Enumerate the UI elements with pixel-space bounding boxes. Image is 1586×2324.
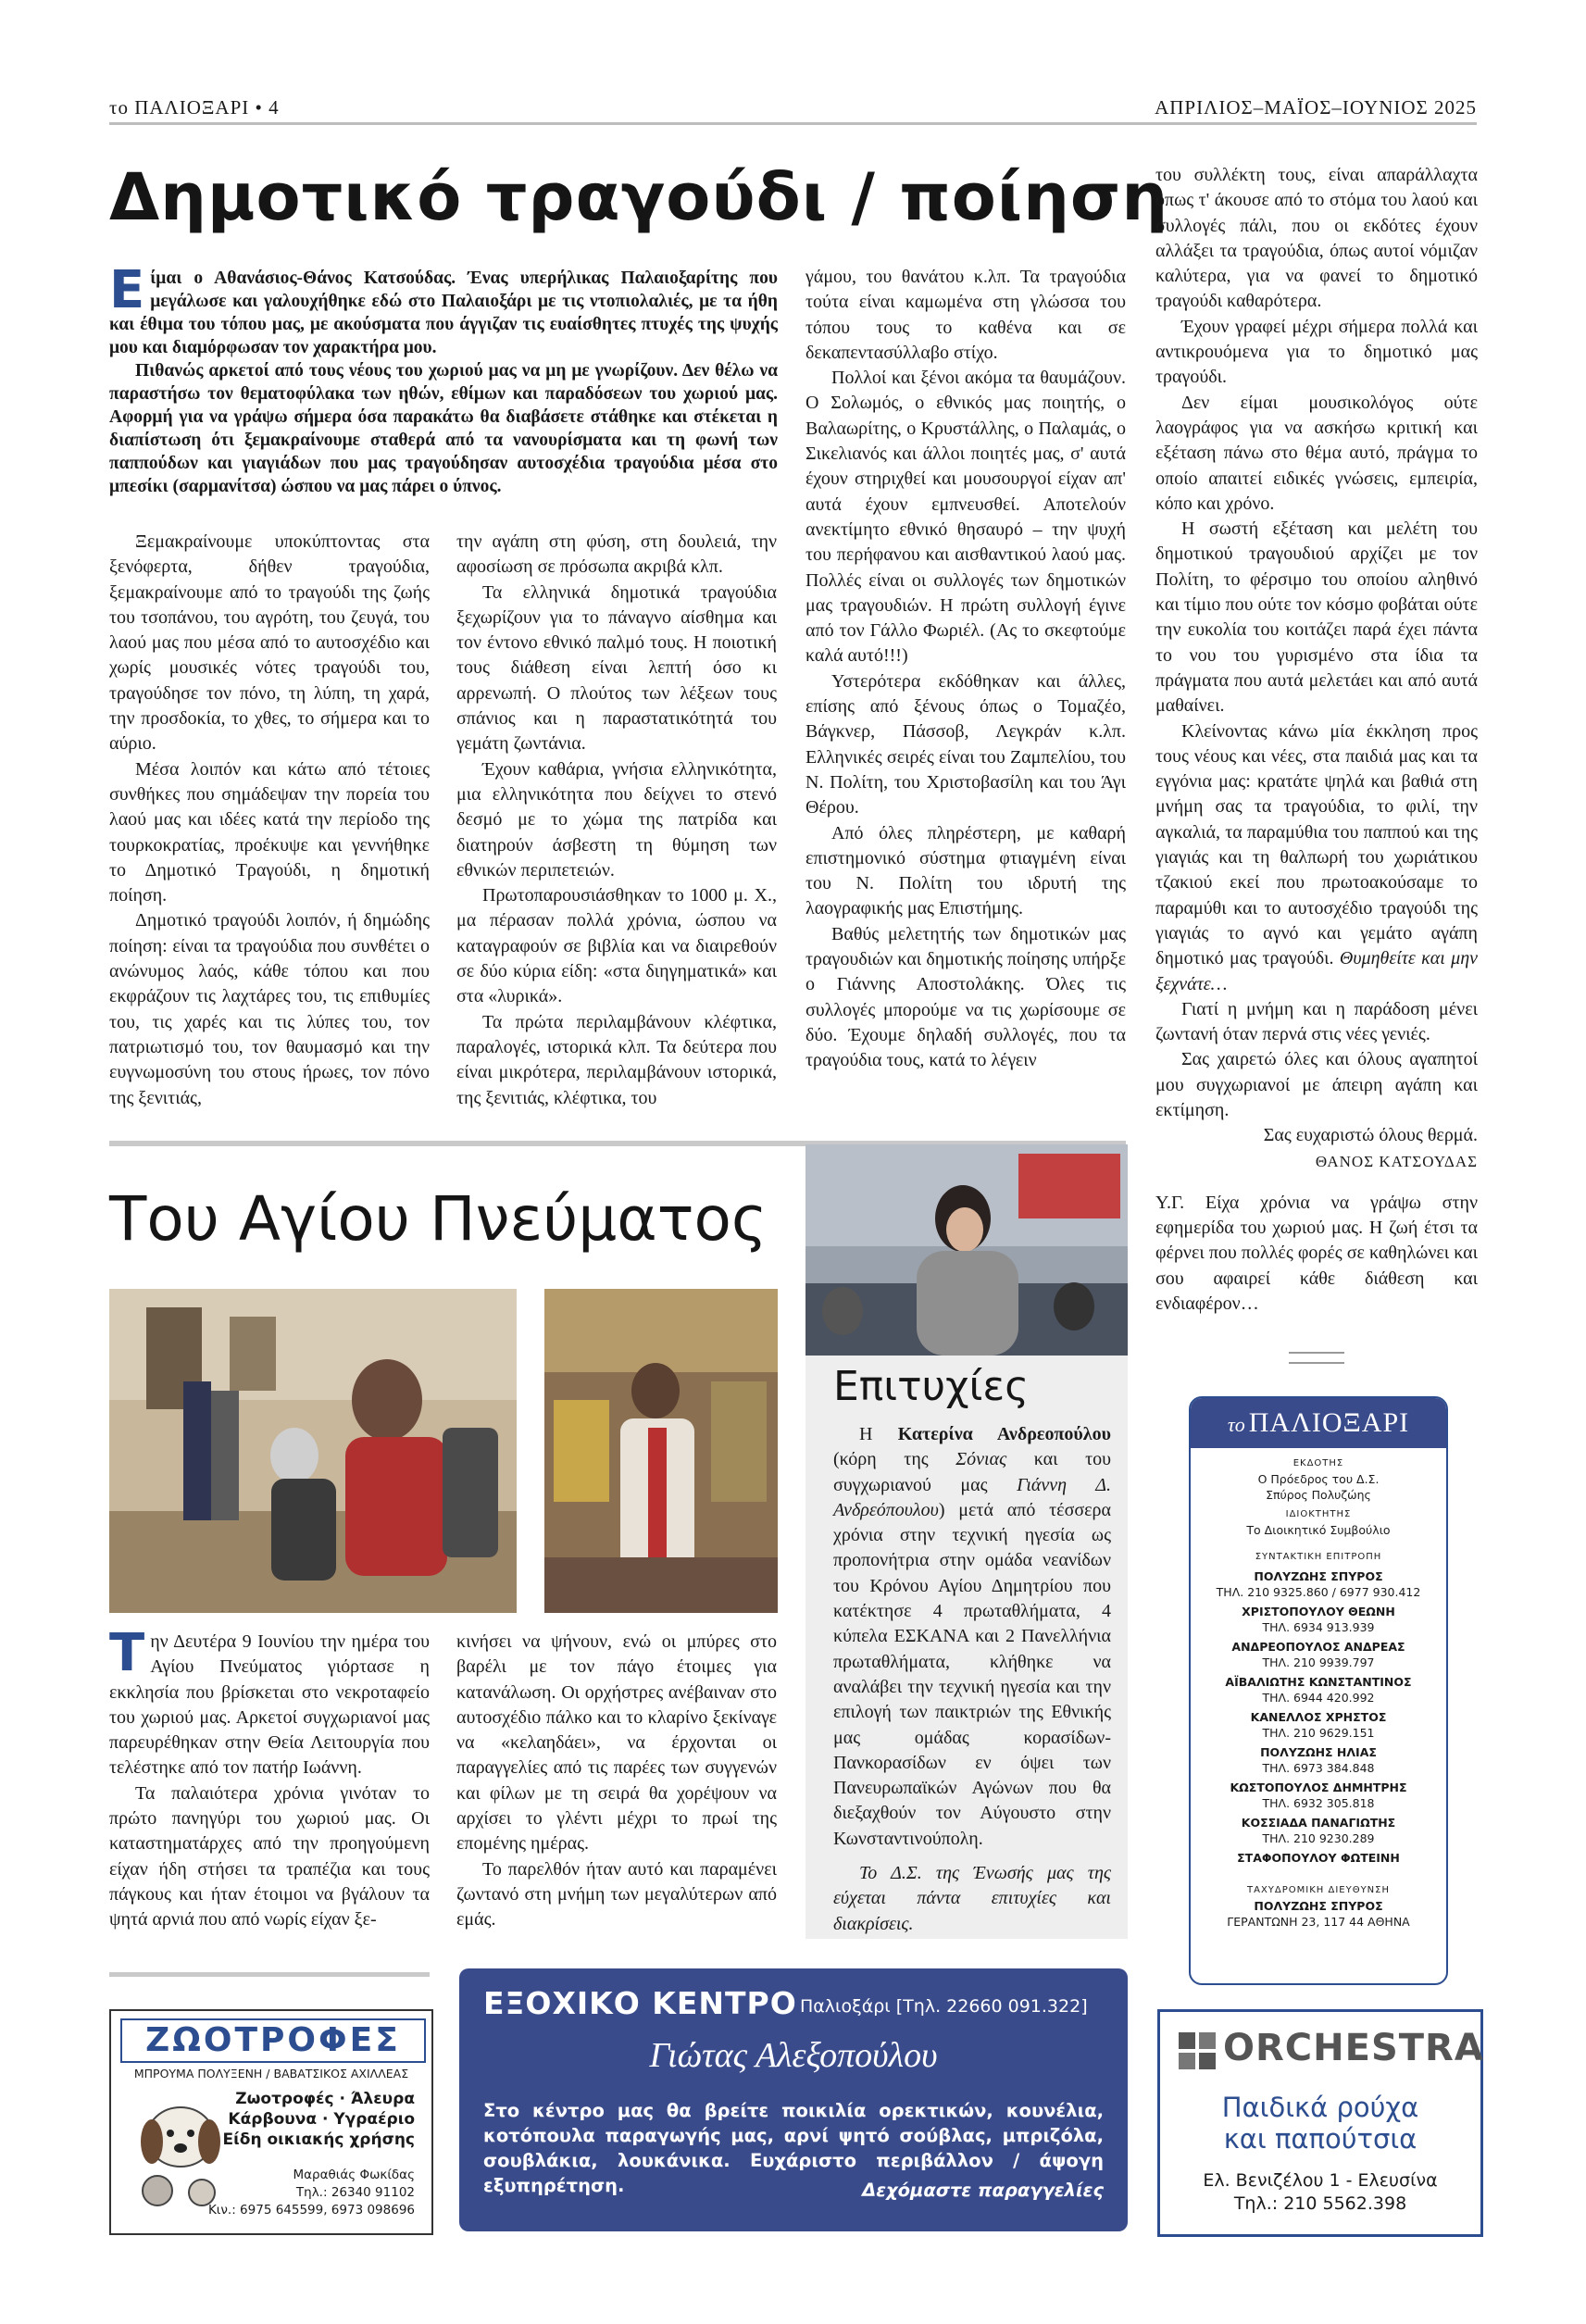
- article1-column-4: του συλλέκτη τους, είναι απαράλλαχτα όπως τ' άκουσε από το στόμα του λαού και συλλογές πάλι, που οι εκδότες έχουν αλλάξει τα τραγούδια, όπως αυτοί νόμιζαν καλύτερα, για να φανεί το δημοτικό τραγούδι καθαρότερα. Έχουν γραφεί μέχρι σήμερα πολλά και αντικρουόμενα για το δημοτικό μας τραγούδι. Δεν είμαι μουσικολόγος ούτε λαογράφος για να ασκήσω κριτική και εξέταση πάνω στο θέμα αυτό, πράγμα το οποίο απαιτεί ειδικές γνώσεις, εμπειρία, κόπο και χρόνο. Η σωστή εξέταση και μελέτη του δημοτικού τραγουδιού αρχίζει με τον Πολίτη, το φέρσιμο του οποίου αληθινό και τίμιο που ούτε τον κόσμο φοβάται ούτε την ευκολία του κοιτάζει παρά έχει πάντα το νου του γυρισμένο στα ίδια τα πράγματα που αυτά μελετάει και από αυτά μαθαίνει. Κλείνοντας κάνω μία έκκληση προς τους νέους και νέες, στα παιδιά μας και τα εγγόνια μας: κρατάτε ψηλά και βαθιά στη μνήμη σας τα τραγούδια, το φιλί, την αγκαλιά, τα παραμύθια του παππού και της γιαγιάς και τη θαλπωρή του χωριάτικου τζακιού εκεί που πρωτοακούσαμε το παραμύθι και το αυτοσχέδιο τραγούδι της γιαγιάς το αγνό και γεμάτο αγάπη δημοτικό μας τραγούδι. Θυμηθείτε και μην ξεχνάτε… Γιατί η μνήμη και η παράδοση μένει ζωντανή όταν περνά στις νέες γενιές. Σας χαιρετώ όλες και όλους αγαπητοί μου συγχωριανοί με άπειρη αγάπη και εκτίμηση. Σας ευχαριστώ όλους θερμά. ΘΑΝΟΣ ΚΑΤΣΟΥΔΑΣ Υ.Γ. Είχα χρόνια να γράψω στην εφημερίδα του χωριού μας. Η ζωή έτσι τα φέρνει που πολλές φορές σε καθηλώνει και σου αφαιρεί κάθε διάθεση και ενδιαφέρον…: [1155, 163, 1478, 1317]
- article-title-agiou-pnevmatos: Του Αγίου Πνεύματος: [109, 1183, 768, 1255]
- postscript: Υ.Γ. Είχα χρόνια να γράψω στην εφημερίδα του χωριού μας. Η ζωή έτσι τα φέρνει που πολλές φορές σε καθηλώνει και σου αφαιρεί κάθε διάθεση και ενδιαφέρον…: [1155, 1192, 1478, 1315]
- coach-photo: [805, 1144, 1128, 1356]
- article-intro: Είμαι ο Αθανάσιος-Θάνος Κατσούδας. Ένας υπερήλικας Παλαιοξαρίτης που μεγάλωσε και γαλουχήθηκε εδώ στο Παλαιοξάρι με τις ντοπιολαλιές, με τα ήθη και έθιμα του τόπου μας, με ακούσματα που άγγιζαν τις ευαίσθητες πτυχές της ψυχής μου και διαμόρφωσαν τον χαρακτήρα μου. Πιθανώς αρκετοί από τους νέους του χωριού μας να μη με γνωρίζουν. Δεν θέλω να παραστήσω τον θεματοφύλακα των ηθών, εθίμων και παραδόσεων του χωριού μας. Αφορμή για να γράψω σήμερα όσα παρακάτω θα διαβάσετε στάθηκε και στέκεται η διαπίστωση ότι ξεμακραίνουμε σταθερά από τα νανουρίσματα και τη φωνή των παππούδων και γιαγιάδων που μας τραγούδησαν αυτοσχέδια τραγούδια μέσα στο μπεσίκι (σαρμανίτσα) ώσπου να μας πάρει ο ύπνος.: [109, 260, 778, 496]
- ad-exoxiko-phone: Παλιοξάρι [Τηλ. 22660 091.322]: [800, 1996, 1088, 2017]
- divider-ornament: [1289, 1352, 1344, 1364]
- ad-zootrofes-owners: ΜΠΡΟΥΜΑ ΠΟΛΥΞΕΝΗ / ΒΑΒΑΤΣΙΚΟΣ ΑΧΙΛΛΕΑΣ: [133, 2067, 409, 2080]
- bottom-rule-left: [109, 1972, 430, 1977]
- ad-exoxiko-orders: Δεχόμαστε παραγγελίες: [862, 2180, 1104, 2201]
- masthead-title: το ΠΑΛΙΟΞΑΡΙ: [1191, 1398, 1446, 1448]
- drop-cap: Ε: [109, 260, 145, 320]
- article2-column-1: Την Δευτέρα 9 Ιουνίου την ημέρα του Αγίου Πνεύματος γιόρτασε η εκκλησία που βρίσκεται στο νεκροταφείο του χωριού μας. Αρκετοί συγχωριανοί μας παρευρέθηκαν στην Θεία Λειτουργία που τελέστηκε από τον πατήρ Ιωάννη. Τα παλαιότερα χρόνια γινόταν το πρώτο πανηγύρι του χωριού μας. Οι καταστηματάρχες από την προηγούμενη είχαν ήδη στήσει τα τραπέζια και τους πάγκους και ήταν έτοιμοι να βγάλουν τα ψητά αρνιά που από νωρίς είχαν ξε-: [109, 1623, 430, 1930]
- orchestra-logo-icon: [1179, 2032, 1216, 2069]
- article1-column-3: γάμου, του θανάτου κ.λπ. Τα τραγούδια τούτα είναι καμωμένα στη γλώσσα του τόπου τους το καθένα και σε δεκαπεντασύλλαβο στίχο. Πολλοί και ξένοι ακόμα τα θαυμάζουν. Ο Σολωμός, ο εθνικός μας ποιητής, ο Βαλαωρίτης, ο Κρυστάλλης, ο Παλαμάς, ο Σικελιανός και άλλοι ποιητές μας, σ' αυτά έχουν στηριχθεί και μουσουργοί είχαν απ' αυτά έχουν εμπνευσθεί. Αποτελούν ανεκτίμητο εθνικό θησαυρό – την ψυχή του περήφανου και αισθαντικού λαού μας. Πολλές είναι οι συλλογές των δημοτικών μας τραγουδιών. Η πρώτη συλλογή έγινε από τον Γάλλο Φωριέλ. (Ας το σκεφτούμε καλά αυτό!!!) Υστερότερα εκδόθηκαν και άλλες, επίσης από ξένους όπως ο Τομαζέο, Βάγκνερ, Πάσσοβ, Λεγκράν κ.λπ. Ελληνικές σειρές είναι του Ζαμπελίου, του Ν. Πολίτη, του Χριστοβασίλη και του Άγι Θέρου. Από όλες πληρέστερη, με καθαρή επιστημονικό σύστημα φτιαγμένη είναι του Ν. Πολίτη του ιδρυτή της λαογραφικής μας Επιστήμης. Βαθύς μελετητής των δημοτικών μας τραγουδιών και δημοτικής ποίησης υπήρξε ο Γιάννης Αποστολάκης. Όλες τις συλλογές μπορούμε να τις χωρίσουμε σε δύο. Έχουμε δηλαδή συλλογές, που τα τραγούδια τους, κατά το λέγειν: [805, 267, 1126, 1071]
- page-header-left: το ΠΑΛΙΟΞΑΡΙ • 4: [109, 96, 280, 119]
- page-header-date: ΑΠΡΙΛΙΟΣ–ΜΑΪΟΣ–ΙΟΥΝΙΟΣ 2025: [1155, 96, 1477, 119]
- ad-exoxiko-title: ΕΞΟΧΙΚΟ ΚΕΝΤΡΟ: [483, 1985, 797, 2021]
- church-interior-photo: [109, 1289, 517, 1613]
- author-signature: ΘΑΝΟΣ ΚΑΤΣΟΥΔΑΣ: [1315, 1152, 1478, 1170]
- article2-column-2: κινήσει να ψήνουν, ενώ οι μπύρες στο βαρέλι με τον πάγο έτοιμες για κατανάλωση. Οι ορχήστρες ανέβαιναν στο αυτοσχέδιο πάλκο και το κλαρίνο ξεκίναγε να «κελαηδάει», να έρχονται οι παραγγελίες από τις παρέες των συγγενών και φίλων με τη σειρά θα χορέψουν να αρχίσει το γλέντι μέχρι το πρωί της επομένης ημέρας. Το παρελθόν ήταν αυτό και παραμένει ζωντανό στη μνήμη των μεγαλύτερων από εμάς.: [456, 1631, 777, 1930]
- achievements-title: Επιτυχίες: [833, 1363, 1030, 1410]
- ad-zootrofes: [109, 2009, 433, 2235]
- masthead-details: ΕΚΔΟΤΗΣ Ο Πρόεδρος του Δ.Σ. Σπύρος Πολυζώης ΙΔΙΟΚΤΗΤΗΣ Το Διοικητικό Συμβούλιο ΣΥΝΤΑΚΤΙΚΗ ΕΠΙΤΡΟΠΗ ΠΟΛΥΖΩΗΣ ΣΠΥΡΟΣ ΤΗΛ. 210 9325.860 / 6977 930.412 ΧΡΙΣΤΟΠΟΥΛΟΥ ΘΕΩΝΗ ΤΗΛ. 6934 913.939 ΑΝΔΡΕΟΠΟΥΛΟΣ ΑΝΔΡΕΑΣ ΤΗΛ. 210 9939.797 ΑΪΒΑΛΙΩΤΗΣ ΚΩΝΣΤΑΝΤΙΝΟΣ ΤΗΛ. 6944 420.992 ΚΑΝΕΛΛΟΣ ΧΡΗΣΤΟΣ ΤΗΛ. 210 9629.151 ΠΟΛΥΖΩΗΣ ΗΛΙΑΣ ΤΗΛ. 6973 384.848 ΚΩΣΤΟΠΟΥΛΟΣ ΔΗΜΗΤΡΗΣ ΤΗΛ. 6932 305.818 ΚΟΣΣΙΑΔΑ ΠΑΝΑΓΙΩΤΗΣ ΤΗΛ. 210 9230.289 ΣΤΑΦΟΠΟΥΛΟΥ ΦΩΤΕΙΝΗ ΤΑΧΥΔΡΟΜΙΚΗ ΔΙΕΥΘΥΝΣΗ ΠΟΛΥΖΩΗΣ ΣΠΥΡΟΣ ΓΕΡΑΝΤΩΝΗ 23, 117 44 ΑΘΗΝΑ: [1216, 1458, 1421, 1929]
- orchestra-brand: ORCHESTRA: [1223, 2027, 1484, 2069]
- ad-zootrofes-title: ΖΩΟΤΡΟΦΕΣ: [120, 2018, 426, 2063]
- ad-exoxiko-text: Στο κέντρο μας θα βρείτε ποικιλία ορεκτικών, κουνέλια, κοτόπουλα παραγωγής μας, αρνί ψητό σούβλας, μπριζόλα, σουβλάκια, λουκάνικα. Ευχάριστο περιβάλλον / άψογη εξυπηρέτηση.: [483, 2100, 1104, 2196]
- priest-icon-photo: [544, 1289, 778, 1613]
- closing-line: Σας ευχαριστώ όλους θερμά.: [1263, 1125, 1478, 1146]
- achievements-text: Η Κατερίνα Ανδρεοπούλου (κόρη της Σόνιας και του συγχωριανού μας Γιάννη Δ. Ανδρεόπουλου) μετά από τέσσερα χρόνια στην τεχνική ηγεσία ως προπονήτρια στην ομάδα νεανίδων του Κρόνου Αγίου Δημητρίου που κατέκτησε 4 πρωταθλήματα, 4 κύπελα ΕΣΚΑΝΑ και 2 Πανελλήνια πρωταθλήματα, κλήθηκε να αναλάβει την τεχνική ηγεσία και την επιλογή των παικτριών της Εθνικής μας ομάδας κορασίδων-Πανκορασίδων εν όψει των Πανευρωπαϊκών Αγώνων που θα διεξαχθούν τον Αύγουστο στην Κωνσταντινούπολη. Το Δ.Σ. της Ένωσής μας της εύχεται πάντα επιτυχίες και διακρίσεις.: [833, 1424, 1112, 1934]
- achievements-box: [805, 1144, 1128, 1939]
- ad-exoxiko-kentro: [459, 1968, 1128, 2231]
- article1-column-2: την αγάπη στη φύση, στη δουλειά, την αφοσίωση σε πρόσωπα ακριβά κλπ. Τα ελληνικά δημοτικά τραγούδια ξεχωρίζουν για το πάναγνο αίσθημα και τον έντονο εθνικό παλμό τους. Η ποιοτική τους διάθεση είναι λεπτή όσο κι αρρενωπή. Ο πλούτος των λέξεων τους σπάνιος και η παραστατικότητά του γεμάτη ζωντάνια. Έχουν καθάρια, γνήσια ελληνικότητα, μια ελληνικότητα που δείχνει το στενό δεσμό με το χώμα της πατρίδα και διατηρούν άσβεστη τη θύμηση των εθνικών περιπετειών. Πρωτοπαρουσιάσθηκαν το 1000 μ. Χ., μα πέρασαν πολλά χρόνια, ώσπου να καταγραφούν σε βιβλία και να διαιρεθούν σε δύο κύρια είδη: «στα διηγηματικά» και στα «λυρικά». Τα πρώτα περιλαμβάνουν κλέφτικα, παραλογές, ιστορικά κλπ. Τα δεύτερα που είναι μικρότερα, περιλαμβάνουν ιστορικά, της ξενιτιάς, κλέφτικα, του: [456, 531, 777, 1108]
- article-title-demotiko: Δημοτικό τραγούδι / ποίηση: [109, 159, 1169, 235]
- drop-cap-2: Τ: [109, 1623, 145, 1683]
- ad-exoxiko-owner: Γιώτας Αλεξοπούλου: [649, 2036, 938, 2075]
- ad-orchestra: [1157, 2009, 1483, 2237]
- orchestra-slogan: Παιδικά ρούχα και παπούτσια: [1221, 2092, 1419, 2155]
- header-rule: [109, 122, 1477, 125]
- masthead-box: [1189, 1396, 1448, 1985]
- ad-zootrofes-contact: Μαραθιάς Φωκίδας Τηλ.: 26340 91102 Κιν.: 6975 645599, 6973 098696: [207, 2168, 415, 2218]
- article1-column-1: Ξεμακραίνουμε υποκύπτοντας στα ξενόφερτα, δήθεν τραγούδια, ξεμακραίνουμε από το τραγούδι της ζωής του τσοπάνου, του αγρότη, του ζευγά, του λαού μας που μέσα από το αυτοσχέδιο και χωρίς μουσικές νότες τραγούδι του, τραγούδησε τον πόνο, τη λύπη, τη χαρά, την προσδοκία, το χθες, το σήμερα και το αύριο. Μέσα λοιπόν και κάτω από τέτοιες συνθήκες που σημάδεψαν την πορεία του λαού μας και ιδέες κατά την περίοδο της τουρκοκρατίας, προέκυψε και γεννήθηκε το Δημοτικό Τραγούδι, η δημοτική ποίηση. Δημοτικό τραγούδι λοιπόν, ή δημώδης ποίηση: είναι τα τραγούδια που συνθέτει ο ανώνυμος λαός, κάθε τόπου και που εκφράζουν τις λαχτάρες του, τις επιθυμίες του, τις χαρές και τις λύπες του, τον πατριωτισμό του, τον θαυμασμό και την ευγνωμοσύνη του στους ήρωες, τον πόνο της ξενιτιάς,: [109, 531, 430, 1108]
- orchestra-contact: Ελ. Βενιζέλου 1 - Ελευσίνα Τηλ.: 210 5562.398: [1203, 2170, 1438, 2214]
- ad-zootrofes-products: Ζωοτροφές · Άλευρα Κάρβουνα · Υγραέριο Είδη οικιακής χρήσης: [222, 2090, 415, 2149]
